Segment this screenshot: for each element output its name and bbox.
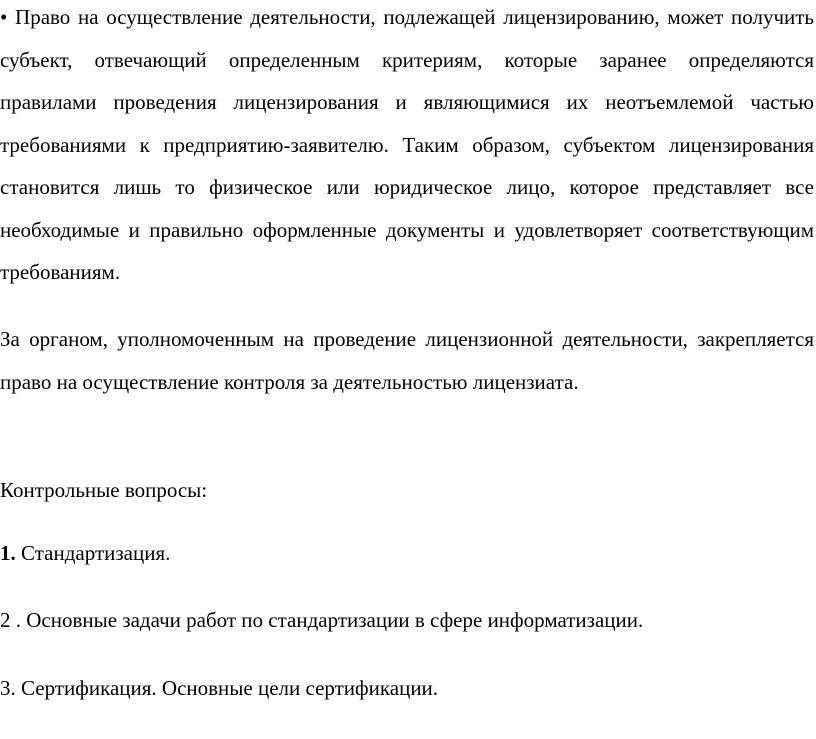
question-number: 1. [0, 541, 16, 565]
control-paragraph: За органом, уполномоченным на проведение лицензионной деятельности, закрепляется право на осуществление контроля за деятельностью лицензиата. [0, 327, 814, 394]
questions-heading: Контрольные вопросы: [0, 478, 208, 502]
question-number: 2 . [0, 608, 21, 632]
question-number: 3. [0, 676, 16, 700]
question-item [0, 673, 438, 703]
question-text: Стандартизация. [15, 541, 171, 565]
question-item [0, 538, 170, 568]
question-text: Сертификация. Основные цели сертификации. [15, 676, 439, 700]
question-item [0, 605, 643, 635]
licensing-paragraph: • Право на осуществление деятельности, подлежащей лицензированию, может получить субъект, отвечающий определенным критериям, которые заранее определяются правилами проведения лицензирования и являющимися их неотъемлемой частью требованиями к предприятию-заявителю. Таким образом, субъектом лицензирования становится лишь то физическое или юридическое лицо, которое представляет все необходимые и правильно оформленные документы и удовлетворяет соответствующим требованиям. [0, 5, 814, 284]
question-text: Основные задачи работ по стандартизации в сфере информатизации. [21, 608, 644, 632]
